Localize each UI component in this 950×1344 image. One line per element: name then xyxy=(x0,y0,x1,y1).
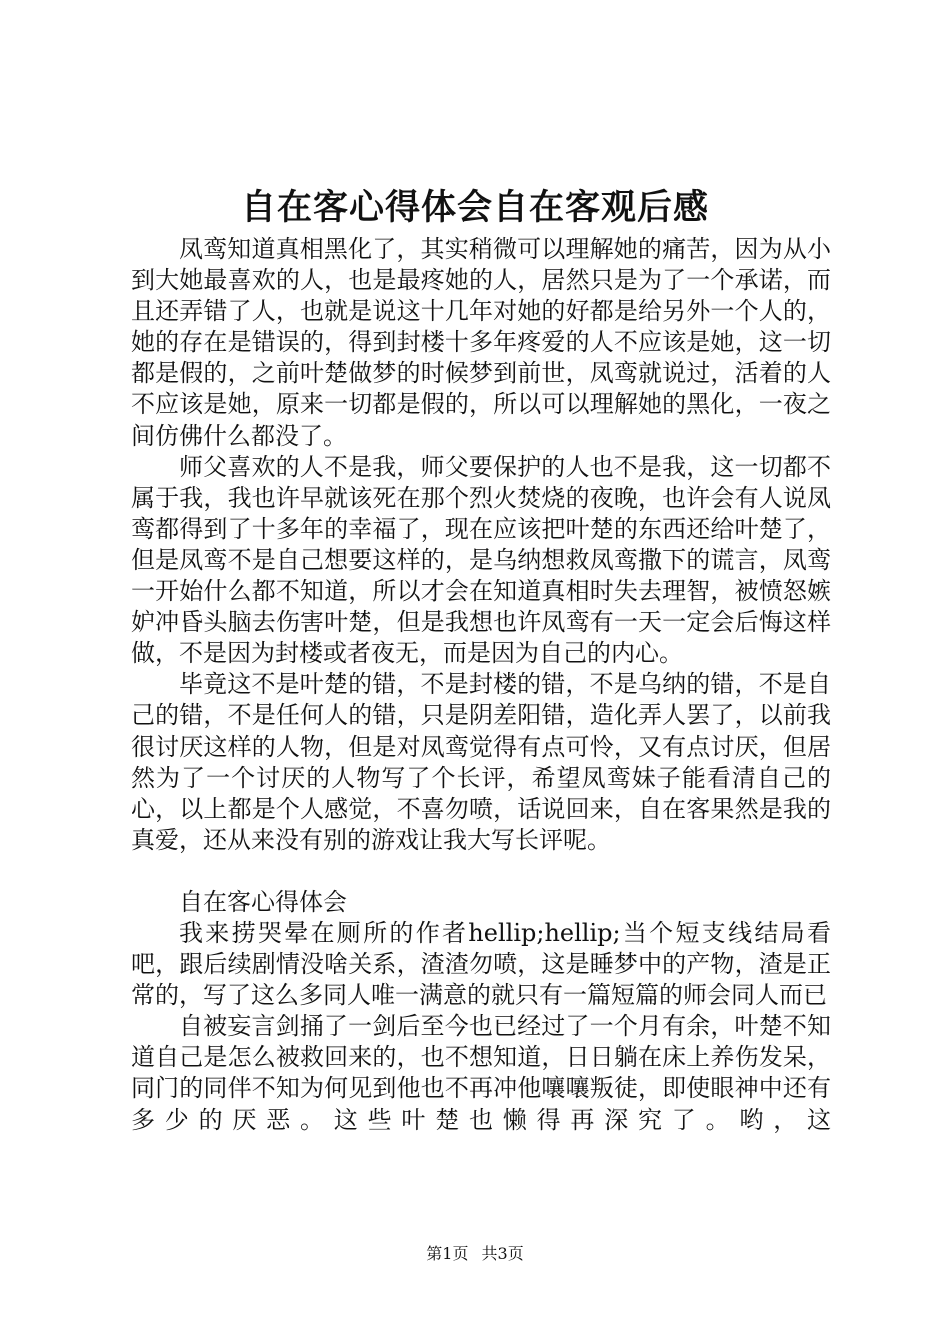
document-title: 自在客心得体会自在客观后感 xyxy=(240,187,709,228)
page-total: 共3页 xyxy=(481,1244,524,1263)
paragraph-4: 我来捞哭晕在厕所的作者hellip;hellip;当个短支线结局看吧，跟后续剧情没啥关系，渣渣勿喷，这是睡梦中的产物，渣是正常的，写了这么多同人唯一满意的就只有一篇短篇的师会同人而已 xyxy=(131,918,831,1010)
blank-line xyxy=(131,856,831,887)
document-body xyxy=(131,234,831,1136)
page-footer xyxy=(0,1244,950,1264)
page-number: 第1页 xyxy=(426,1244,469,1263)
paragraph-2: 师父喜欢的人不是我，师父要保护的人也不是我，这一切都不属于我，我也许早就该死在那个烈火焚烧的夜晚，也许会有人说凤鸾都得到了十多年的幸福了，现在应该把叶楚的东西还给叶楚了，但是凤鸾不是自己想要这样的，是乌纳想救凤鸾撒下的谎言，凤鸾一开始什么都不知道，所以才会在知道真相时失去理智，被愤怒嫉妒冲昏头脑去伤害叶楚，但是我想也许凤鸾有一天一定会后悔这样做，不是因为封楼或者夜无，而是因为自己的内心。 xyxy=(131,452,831,668)
paragraph-1: 凤鸾知道真相黑化了，其实稍微可以理解她的痛苦，因为从小到大她最喜欢的人，也是最疼她的人，居然只是为了一个承诺，而且还弄错了人，也就是说这十几年对她的好都是给另外一个人的，她的存在是错误的，得到封楼十多年疼爱的人不应该是她，这一切都是假的，之前叶楚做梦的时候梦到前世，凤鸾就说过，活着的人不应该是她，原来一切都是假的，所以可以理解她的黑化，一夜之间仿佛什么都没了。 xyxy=(131,235,831,450)
section-subheading: 自在客心得体会 xyxy=(179,887,347,916)
paragraph-3: 毕竟这不是叶楚的错，不是封楼的错，不是乌纳的错，不是自己的错，不是任何人的错，只是阴差阳错，造化弄人罢了，以前我很讨厌这样的人物，但是对凤鸾觉得有点可怜，又有点讨厌，但居然为了一个讨厌的人物写了个长评，希望凤鸾妹子能看清自己的心，以上都是个人感觉，不喜勿喷，话说回来，自在客果然是我的真爱，还从来没有别的游戏让我大写长评呢。 xyxy=(131,670,831,854)
paragraph-5: 自被妄言剑捅了一剑后至今也已经过了一个月有余，叶楚不知道自己是怎么被救回来的，也不想知道，日日躺在床上养伤发呆，同门的同伴不知为何见到他也不再冲他嚷嚷叛徒，即使眼神中还有多少的厌恶。这些叶楚也懒得再深究了。哟，这 xyxy=(131,1012,831,1134)
